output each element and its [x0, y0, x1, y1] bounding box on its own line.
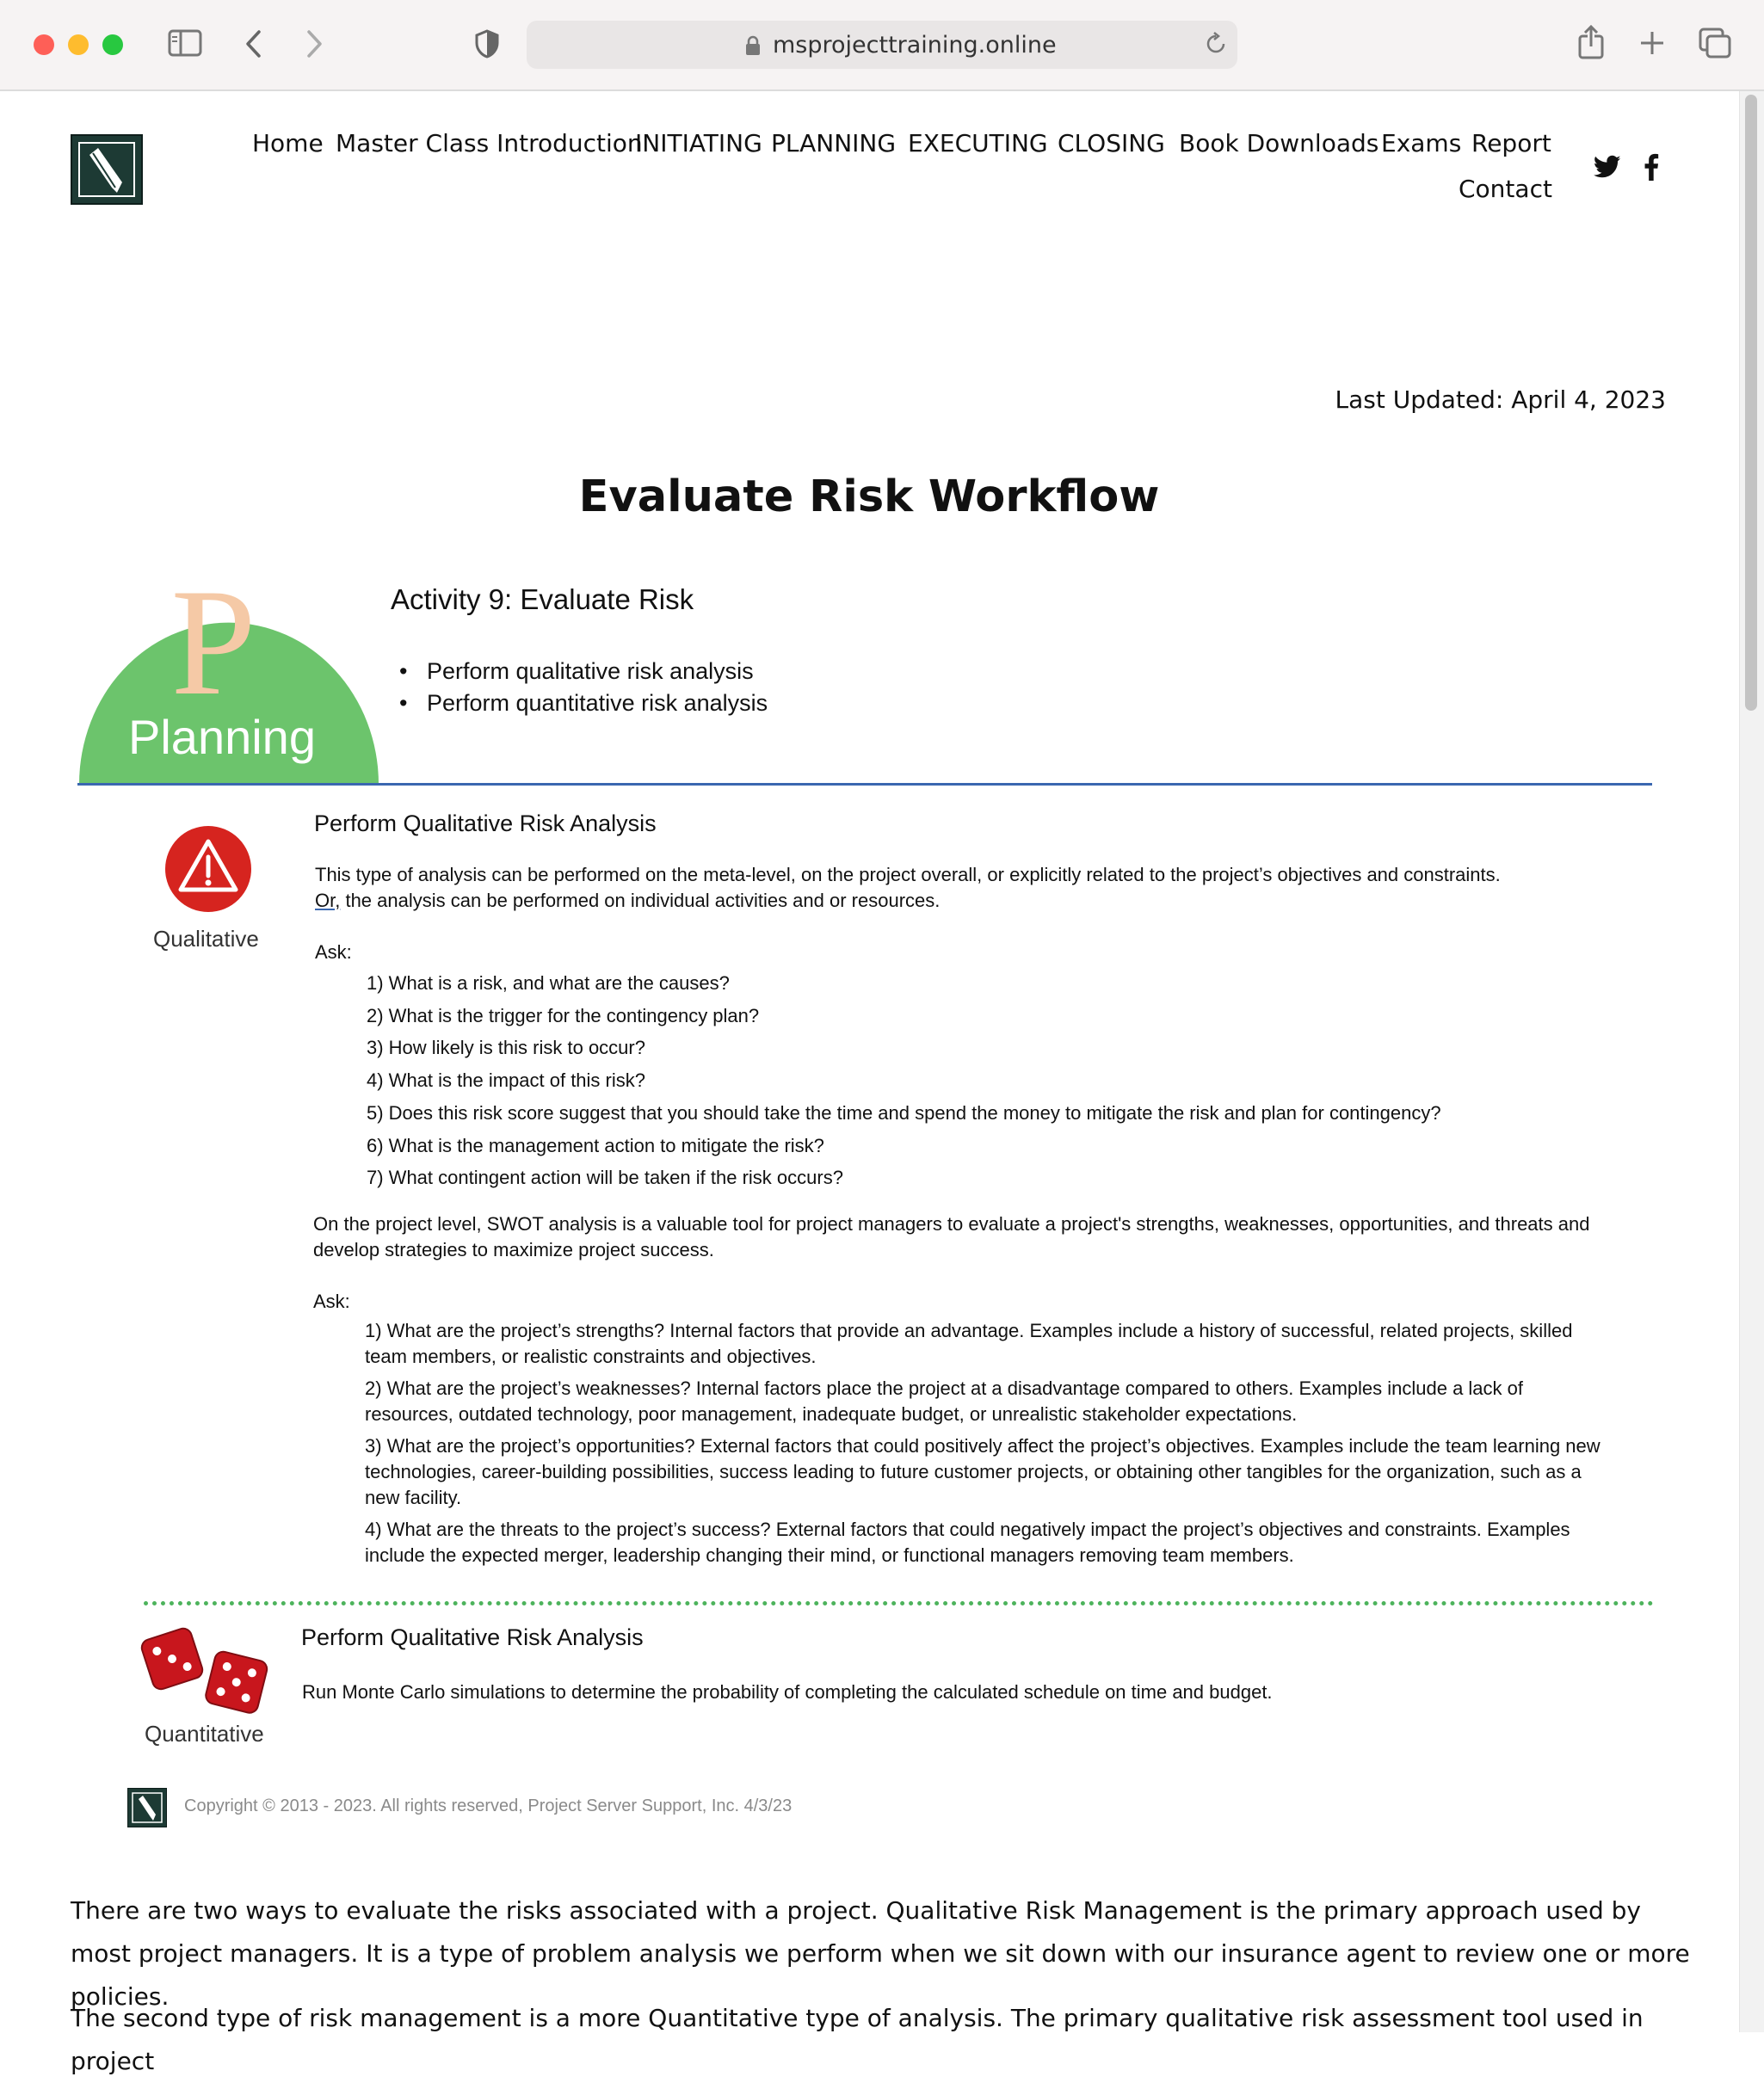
section-divider-dotted [144, 1601, 1654, 1605]
twitter-icon[interactable] [1594, 155, 1621, 182]
page-scrollbar[interactable] [1739, 91, 1764, 2032]
activity-item: • Perform qualitative risk analysis [427, 656, 768, 687]
forward-icon[interactable] [305, 29, 324, 59]
quantitative-section-title: Perform Qualitative Risk Analysis [301, 1624, 644, 1650]
page-title: Evaluate Risk Workflow [578, 471, 1160, 522]
minimize-window-button[interactable] [68, 34, 89, 55]
qualitative-intro-or: Or, [315, 890, 341, 911]
footer-logo-icon [127, 1788, 167, 1827]
qualitative-intro [315, 862, 1640, 914]
browser-toolbar [0, 0, 1764, 91]
planning-badge-label: Planning [128, 710, 316, 764]
zoom-window-button[interactable] [102, 34, 123, 55]
list-item: 1) What is a risk, and what are the causes? [367, 972, 730, 994]
list-item: 6) What is the management action to mitigate the risk? [367, 1134, 824, 1156]
list-item: 1) What are the project’s strengths? Internal factors that provide an advantage. Examples include a history of successful, related projects, skilled team members, or realistic constraints and objectives. [365, 1320, 1573, 1367]
qualitative-intro-line1: This type of analysis can be performed on the meta-level, on the project overall, or explicitly related to the project’s objectives and constraints. [315, 864, 1501, 885]
nav-executing[interactable]: EXECUTING [908, 129, 1048, 157]
qualitative-section-title: Perform Qualitative Risk Analysis [314, 810, 657, 836]
sidebar-toggle-icon[interactable] [168, 29, 202, 57]
ask-label-2: Ask: [313, 1291, 350, 1312]
nav-initiating[interactable]: INITIATING [635, 129, 762, 157]
list-item: 7) What contingent action will be taken if the risk occurs? [367, 1167, 843, 1189]
list-item: 4) What is the impact of this risk? [367, 1069, 645, 1092]
list-item: 3) How likely is this risk to occur? [367, 1037, 645, 1059]
privacy-shield-icon[interactable] [475, 29, 499, 59]
nav-home[interactable]: Home [252, 129, 324, 157]
lock-icon [745, 35, 761, 59]
slide-copyright: Copyright © 2013 - 2023. All rights reserved, Project Server Support, Inc. 4/3/23 [184, 1796, 793, 1815]
quantitative-label: Quantitative [145, 1721, 264, 1747]
nav-book-downloads[interactable]: Book Downloads [1179, 129, 1379, 157]
nav-contact[interactable]: Contact [1459, 175, 1552, 203]
scrollbar-thumb[interactable] [1745, 95, 1757, 711]
workflow-slide-image [71, 573, 1697, 1838]
planning-badge-letter: P [170, 573, 256, 727]
planning-phase-badge [76, 573, 385, 788]
site-logo[interactable] [71, 134, 143, 205]
qualitative-label: Qualitative [153, 926, 259, 952]
activity-list [427, 656, 768, 719]
dice-icon [139, 1624, 277, 1714]
list-item: 4) What are the threats to the project’s success? External factors that could negatively impact the project’s objectives and constraints. Examples include the expected merger, leadership changing their mind, or functional managers removing team members. [365, 1519, 1570, 1566]
risk-question-list [367, 967, 1441, 1194]
list-item: 5) Does this risk score suggest that you should take the time and spend the money to mitigate the risk and plan for contingency? [367, 1101, 1441, 1124]
activity-title: Activity 9: Evaluate Risk [391, 583, 694, 615]
swot-question-list [365, 1318, 1613, 1575]
address-bar[interactable] [527, 21, 1237, 69]
nav-report[interactable]: Report [1471, 129, 1551, 157]
list-item: 3) What are the project’s opportunities? External factors that could positively affect the project’s objectives. Examples include the team learning new technologies, career-building possibilities, success leading to future customer projects, or obtaining other tangibles for the organization, such as a new facility. [365, 1435, 1601, 1508]
nav-closing[interactable]: CLOSING [1058, 129, 1165, 157]
warning-icon [163, 824, 253, 914]
reload-icon[interactable] [1203, 31, 1229, 60]
tab-overview-icon[interactable] [1699, 28, 1731, 59]
share-icon[interactable] [1577, 24, 1605, 60]
nav-exams[interactable]: Exams [1381, 129, 1462, 157]
list-item: 2) What are the project’s weaknesses? Internal factors place the project at a disadvantage compared to others. Examples include a lack of resources, outdated technology, poor management, inadequate budget, or unrealistic stakeholder expectations. [365, 1377, 1523, 1425]
close-window-button[interactable] [34, 34, 54, 55]
swot-intro: On the project level, SWOT analysis is a valuable tool for project managers to evaluate a project's strengths, weaknesses, opportunities, and threats and develop strategies to maximize project success. [313, 1213, 1590, 1260]
body-paragraph: The second type of risk management is a more Quantitative type of analysis. The primary qualitative risk assessment tool used in project [71, 2004, 1644, 2075]
quantitative-text: Run Monte Carlo simulations to determine the probability of completing the calculated schedule on time and budget. [302, 1681, 1273, 1703]
nav-master-class-introduction[interactable]: Master Class Introduction [336, 129, 643, 157]
qualitative-intro-line2: the analysis can be performed on individual activities and or resources. [340, 890, 941, 911]
activity-item: • Perform quantitative risk analysis [427, 687, 768, 719]
nav-planning[interactable]: PLANNING [771, 129, 897, 157]
facebook-icon[interactable] [1644, 153, 1659, 184]
ask-label: Ask: [315, 941, 352, 963]
list-item: 2) What is the trigger for the contingency plan? [367, 1004, 760, 1026]
last-updated-date: Last Updated: April 4, 2023 [1335, 385, 1666, 414]
new-tab-icon[interactable] [1638, 29, 1666, 57]
url-text: msprojecttraining.online [773, 32, 1057, 59]
back-icon[interactable] [244, 29, 263, 59]
body-paragraph: There are two ways to evaluate the risks associated with a project. Qualitative Risk Management is the primary approach used by most project managers. It is a type of problem analysis we perform when we sit down with our insurance agent to review one or more policies. [71, 1896, 1690, 2011]
section-divider [77, 783, 1652, 786]
